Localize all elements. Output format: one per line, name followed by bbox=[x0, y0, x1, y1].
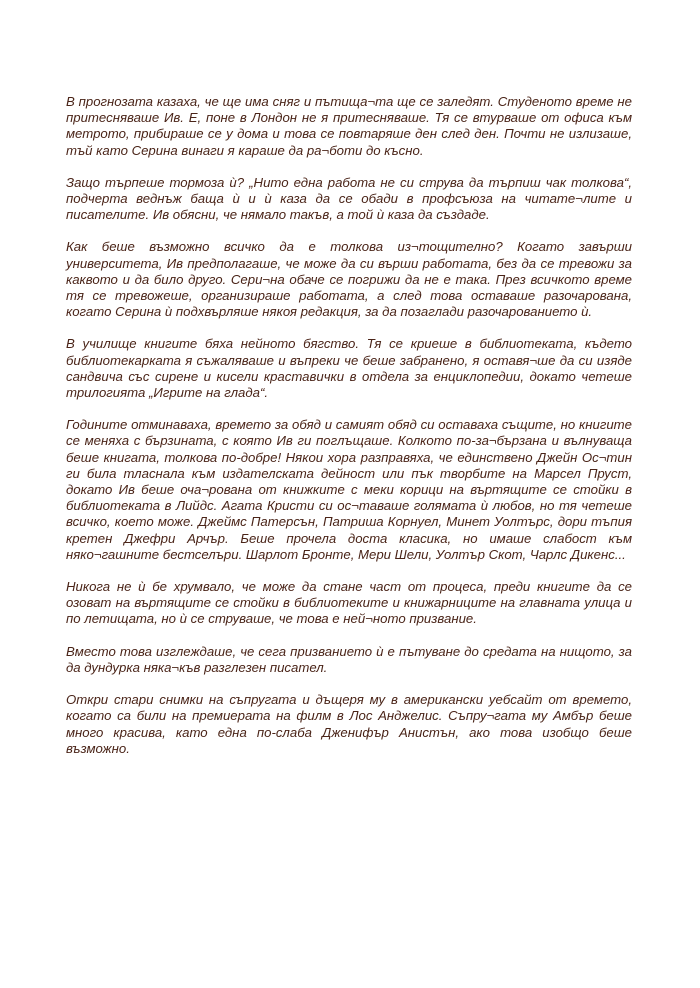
paragraph: Годините отминаваха, времето за обяд и самият обяд си оставаха същите, но книгите се меняха с бързината, с която Ив ги поглъщаше. Колкото по-за¬бързана и вълнуваща беше книгата, толкова по-добре! Някои хора разправяха, че единствено Джейн Ос¬тин ги била тласнала към издателската дейност или пък творбите на Марсел Пруст, докато Ив беше оча¬рована от книжките с меки корици на въртящите се стойки в библиотеката в Лийдс. Агата Кристи си ос¬таваше голямата ѝ любов, но тя четеше всичко, което може. Джеймс Патерсън, Патриша Корнуел, Минет Уолтърс, дори тъпия кретен Джефри Арчър. Беше прочела доста класика, но имаше слабост към няко¬гашните бестселъри. Шарлот Бронте, Мери Шели, Уолтър Скот, Чарлс Дикенс... bbox=[66, 417, 632, 562]
paragraph: Вместо това изглеждаше, че сега призванието ѝ е пътуване до средата на нищото, за да дундурка няка¬къв разглезен писател. bbox=[66, 643, 632, 675]
paragraph: Защо търпеше тормоза ѝ? „Нито една работа не си струва да търпиш чак толкова“, подчерта веднъж баща ѝ и ѝ каза да се обади в профсъюза на читате¬лите и писателите. Ив обясни, че нямало такъв, а той ѝ каза да създаде. bbox=[66, 174, 632, 223]
paragraph: Никога не ѝ бе хрумвало, че може да стане част от процеса, преди книгите да се озоват на въртящите се стойки в библиотеките и книжарниците на главната улица и по летищата, но ѝ се струваше, че това е ней¬ното призвание. bbox=[66, 579, 632, 627]
paragraph: В училище книгите бяха нейното бягство. Тя се криеше в библиотеката, където библиотекарката я съжаляваше и въпреки че беше забранено, я оставя¬ше да си изяде сандвича със сирене и кисели краставички в отдела за енциклопедии, докато четеше трилогията „Игрите на глада“. bbox=[66, 336, 632, 401]
document-page bbox=[66, 94, 632, 757]
paragraph: Как беше възможно всичко да е толкова из¬тощително? Когато завърши университета, Ив предполагаше, че може да си върши работата, без да се тревожи за каквото и да било друго. Сери¬на обаче се погрижи да не е така. През всичкото време тя се тревожеше, организираше работата, а след това оставаше разочарована, когато Серина ѝ подхвърляше някоя редакция, за да позаглади разочарованието ѝ. bbox=[66, 239, 632, 320]
paragraph: Откри стари снимки на съпругата и дъщеря му в американски уебсайт от времето, когато са били на премиерата на филм в Лос Анджелис. Съпру¬гата му Амбър беше много красива, като една по-слаба Дженифър Анистън, ако това изобщо беше възможно. bbox=[66, 692, 632, 756]
paragraph: В прогнозата казаха, че ще има сняг и пътища¬та ще се заледят. Студеното време не притесняваше Ив. Е, поне в Лондон не я притесняваше. Тя се втурваше от офиса към метрото, прибираше се у дома и това се повтаряше ден след ден. Почти не излизаше, тъй като Серина винаги я караше да ра¬боти до късно. bbox=[66, 94, 632, 158]
